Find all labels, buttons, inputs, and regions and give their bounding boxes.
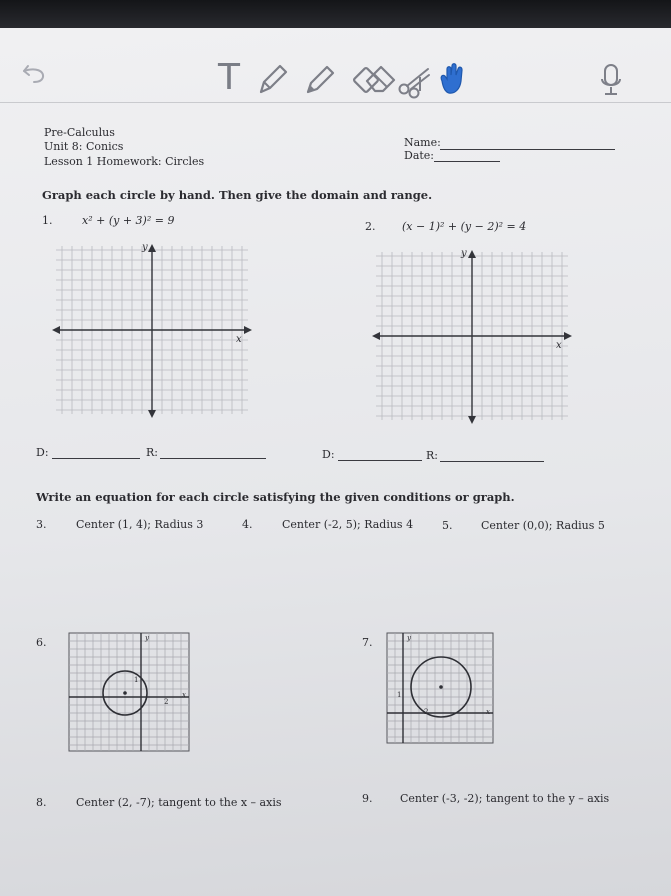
range-field-1[interactable] [160, 458, 266, 459]
pen-icon[interactable] [254, 60, 292, 98]
graph-7 [386, 632, 494, 744]
unit-title: Unit 8: Conics [44, 140, 124, 153]
problem-5-text: Center (0,0); Radius 5 [481, 519, 605, 532]
graph-7-x-label: x [486, 708, 490, 716]
course-title: Pre-Calculus [44, 126, 115, 139]
graph-2-x-label: x [556, 340, 562, 351]
problem-4-text: Center (-2, 5); Radius 4 [282, 518, 414, 531]
problem-8-text: Center (2, -7); tangent to the x – axis [76, 796, 282, 809]
problem-7-number: 7. [362, 636, 373, 649]
device-bezel [0, 0, 671, 30]
problem-9-number: 9. [362, 792, 373, 805]
graph-7-y-tick: 1 [397, 691, 402, 699]
pencil-icon[interactable] [302, 60, 340, 98]
problem-3-number: 3. [36, 518, 47, 531]
microphone-icon[interactable] [596, 62, 626, 98]
range-field-2[interactable] [440, 461, 544, 462]
problem-5-number: 5. [442, 519, 453, 532]
problem-8-number: 8. [36, 796, 47, 809]
scissors-icon[interactable] [396, 62, 434, 100]
date-field[interactable] [434, 161, 500, 162]
problem-3-text: Center (1, 4); Radius 3 [76, 518, 204, 531]
problem-4-number: 4. [242, 518, 253, 531]
graph-6-y-tick: 1 [134, 676, 139, 684]
problem-1-equation: x² + (y + 3)² = 9 [82, 214, 175, 227]
problem-2-equation: (x − 1)² + (y − 2)² = 4 [402, 220, 527, 233]
coordinate-grid-2[interactable] [372, 248, 572, 424]
toolbar [0, 30, 671, 103]
graph-1-x-label: x [236, 334, 242, 345]
name-field[interactable] [440, 149, 615, 150]
name-label: Name: [404, 136, 441, 149]
text-tool-icon[interactable] [212, 57, 246, 98]
problem-2-number: 2. [365, 220, 376, 233]
undo-icon[interactable] [20, 58, 50, 88]
domain-label-1: D: [36, 446, 49, 459]
range-label-2: R: [426, 449, 438, 462]
domain-field-1[interactable] [52, 458, 140, 459]
graph-7-y-label: y [407, 634, 411, 642]
graph-1-y-label: y [142, 242, 148, 253]
problem-9-text: Center (-3, -2); tangent to the y – axis [400, 792, 610, 805]
lesson-title: Lesson 1 Homework: Circles [44, 155, 205, 168]
graph-6 [68, 632, 190, 752]
section2-instruction: Write an equation for each circle satisfying the given conditions or graph. [36, 490, 515, 504]
date-label: Date: [404, 149, 435, 162]
text-tool-glyph: T [218, 57, 240, 98]
problem-6-number: 6. [36, 636, 47, 649]
graph-7-x-tick: 2 [424, 708, 429, 716]
graph-2-y-label: y [461, 248, 467, 259]
range-label-1: R: [146, 446, 158, 459]
coordinate-grid-1[interactable] [52, 242, 252, 418]
graph-6-x-tick: 2 [164, 698, 169, 706]
domain-field-2[interactable] [338, 460, 422, 461]
section1-instruction: Graph each circle by hand. Then give the domain and range. [42, 188, 433, 202]
hand-tool-icon[interactable] [432, 60, 470, 98]
graph-6-x-label: x [182, 691, 186, 699]
graph-6-y-label: y [145, 634, 149, 642]
problem-1-number: 1. [42, 214, 53, 227]
worksheet-page [0, 102, 671, 896]
domain-label-2: D: [322, 448, 335, 461]
eraser-icon[interactable] [362, 60, 400, 98]
